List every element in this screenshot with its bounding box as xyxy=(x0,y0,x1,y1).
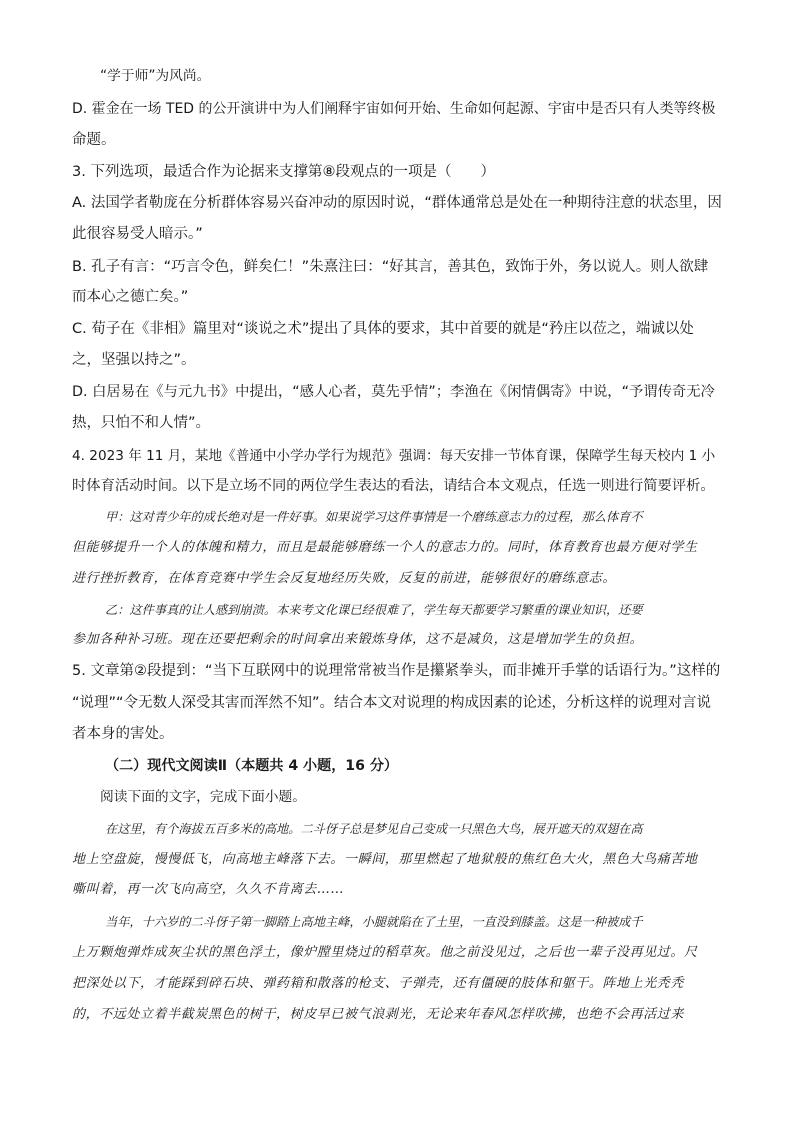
text-line: 但能够提升一个人的体魄和精力，而且是最能够磨练一个人的意志力的。同时，体育教育也最方便对学生 xyxy=(72,540,698,555)
text-line: 热，只怕不和人情”。 xyxy=(72,415,211,431)
passage-line: 在这里，有个海拔五百多米的高地。二斗伢子总是梦见自己变成一只黑色大鸟，展开遮天的双翅在高 xyxy=(105,822,643,836)
passage-line: 上万颗炮弹炸成灰尘状的黑色浮土，像炉膛里烧过的稻草灰。他之前没见过，之后也一辈子没再见过。尺 xyxy=(72,945,698,960)
question-3: 3. 下列选项，最适合作为论据来支撑第⑧段观点的一项是（ ） xyxy=(72,164,495,180)
option-a-line: A. 法国学者勒庞在分析群体容易兴奋冲动的原因时说，“群体通常总是处在一种期待注意的状态里，因 xyxy=(72,195,722,211)
text-line: 者本身的害处。 xyxy=(72,726,174,742)
question-4: 4. 2023 年 11 月，某地《普通中小学办学行为规范》强调：每天安排一节体育课，保障学生每天校内 1 小 xyxy=(72,448,716,464)
text-line: 进行挫折教育，在体育竞赛中学生会反复地经历失败，反复的前进，能够很好的磨练意志。 xyxy=(72,571,617,586)
passage-line: 当年，十六岁的二斗伢子第一脚踏上高地主峰，小腿就陷在了土里，一直没到膝盖。这是一种被成千 xyxy=(105,915,643,929)
text-line: 而本心之德亡矣。” xyxy=(72,289,189,305)
instruction-line: 阅读下面的文字，完成下面小题。 xyxy=(100,789,307,805)
student-a-view: 甲：这对青少年的成长绝对是一件好事。如果说学习这件事情是一个磨练意志力的过程，那么体育不 xyxy=(105,510,643,524)
passage-line: 的，不远处立着半截炭黑色的树干，树皮早已被气浪剥光，无论来年春风怎样吹拂，也绝不会再活过来 xyxy=(72,1007,685,1022)
text-line: 命题。 xyxy=(72,132,116,148)
passage-line: 把深处以下，才能踩到碎石块、弹药箱和散落的枪支、子弹壳，还有僵硬的肢体和躯干。阵地上光秃秃 xyxy=(72,976,685,991)
section-heading: （二）现代文阅读Ⅱ（本题共 4 小题，16 分） xyxy=(105,758,399,774)
option-d-line: D. 霍金在一场 TED 的公开演讲中为人们阐释宇宙如何开始、生命如何起源、宇宙中是否只有人类等终极 xyxy=(72,101,716,117)
text-line: 时体育活动时间。以下是立场不同的两位学生表达的看法，请结合本文观点，任选一则进行简要评析。 xyxy=(72,478,715,494)
option-b-line: B. 孔子有言：“巧言令色，鲜矣仁！”朱熹注曰：“好其言，善其色，致饰于外，务以说人。则人欲肆 xyxy=(72,259,709,275)
text-line: “说理”“令无数人深受其害而浑然不知”。结合本文对说理的构成因素的论述，分析这样的说理对言说 xyxy=(72,695,712,711)
option-d-line: D. 白居易在《与元九书》中提出，“感人心者，莫先乎情”；李渔在《闲情偶寄》中说，“予谓传奇无冷 xyxy=(72,384,715,400)
question-5: 5. 文章第②段提到：“当下互联网中的说理常常被当作是攥紧拳头，而非摊开手掌的话语行为。”这样的 xyxy=(72,663,721,679)
passage-line: 地上空盘旋，慢慢低飞，向高地主峰落下去。一瞬间，那里燃起了地狱般的焦红色大火，黑色大鸟痛苦地 xyxy=(72,852,698,867)
option-c-line: C. 荀子在《非相》篇里对“谈说之术”提出了具体的要求，其中首要的就是“矜庄以莅之，端诚以处 xyxy=(72,321,694,337)
text-line: “学于师”为风尚。 xyxy=(100,68,211,84)
text-line: 参加各种补习班。现在还要把剩余的时间拿出来锻炼身体，这不是减负，这是增加学生的负担。 xyxy=(72,632,644,647)
text-line: 此很容易受人暗示。” xyxy=(72,226,203,242)
passage-line: 嘶叫着，再一次飞向高空，久久不肯离去…… xyxy=(72,882,345,897)
student-b-view: 乙：这件事真的让人感到崩溃。本来考文化课已经很难了，学生每天都要学习繁重的课业知识，还要 xyxy=(105,603,643,617)
text-line: 之，坚强以持之”。 xyxy=(72,352,196,368)
